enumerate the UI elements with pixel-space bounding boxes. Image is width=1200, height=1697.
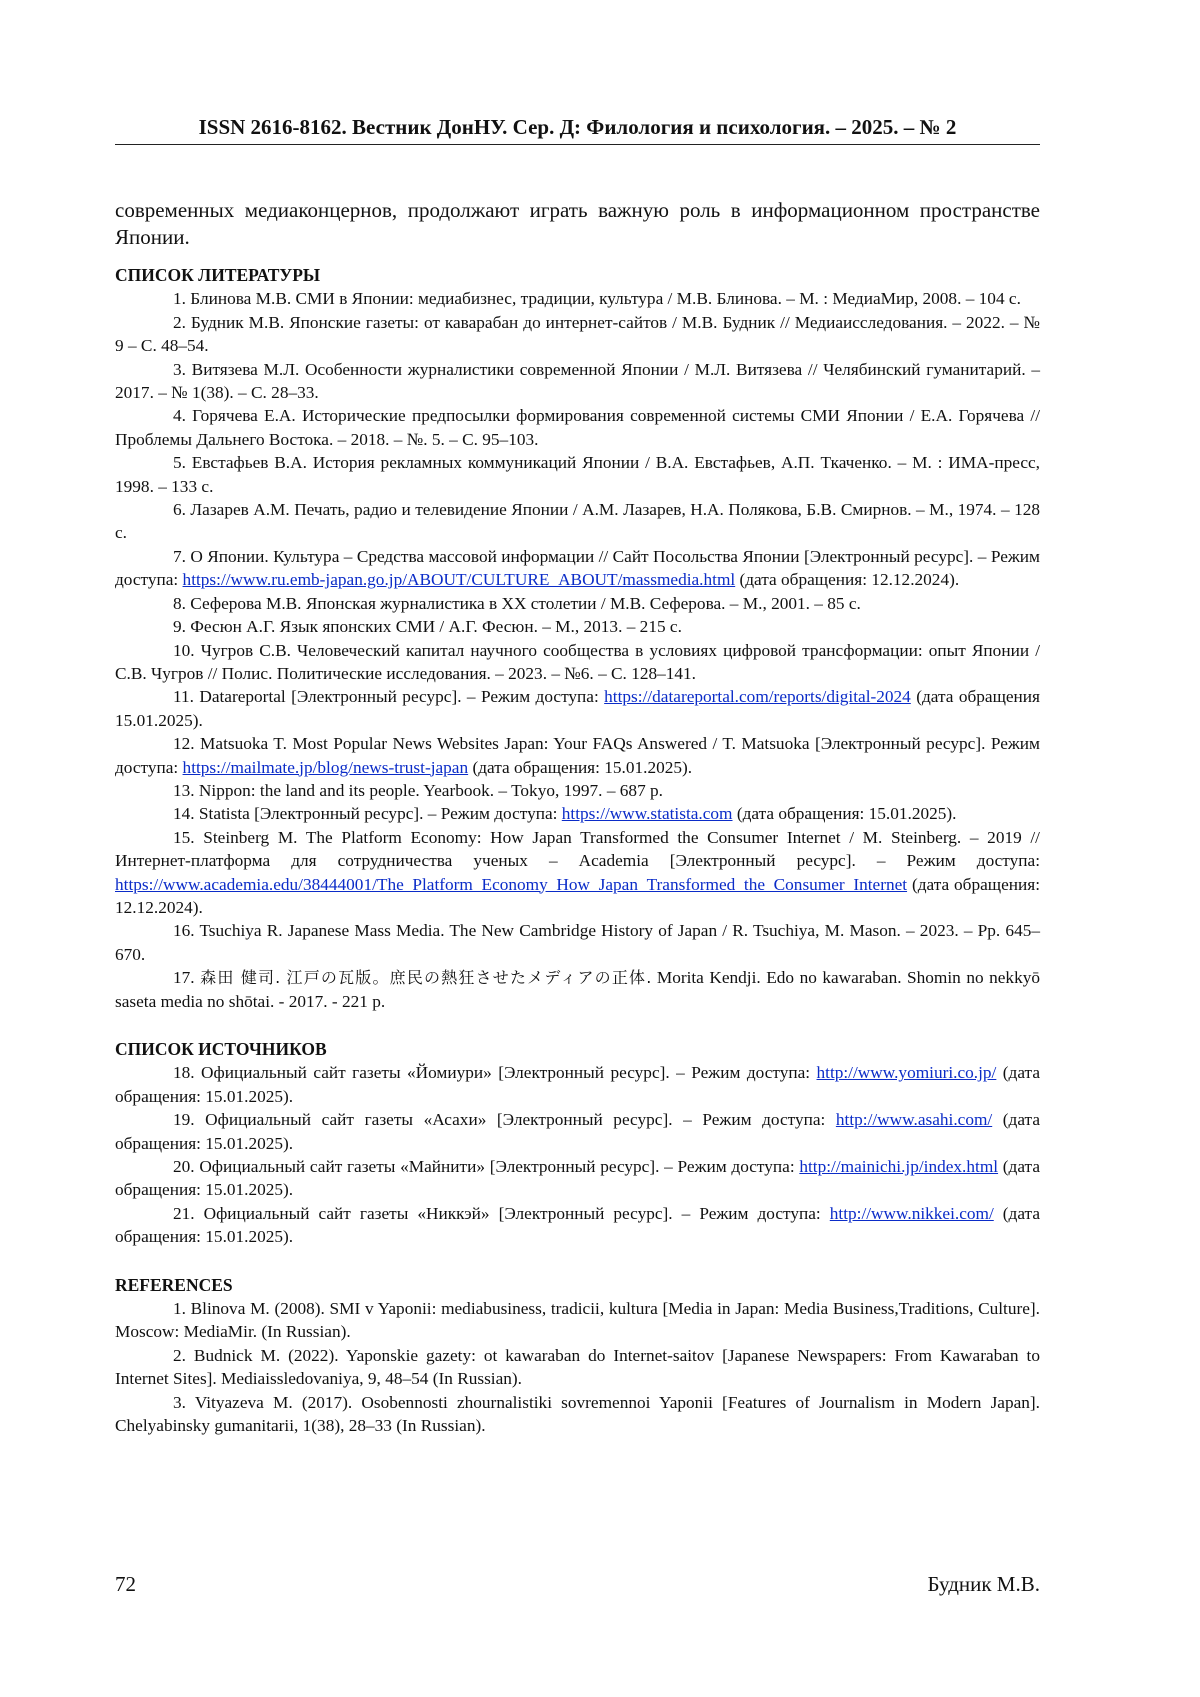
entry-text: (дата обращения: 15.01.2025). <box>115 1157 1040 1200</box>
entry-text: Morita Kendji. Edo no kawaraban. Shomin no nekkyō saseta media no shōtai. - 2017. - 221 p. <box>115 968 1040 1011</box>
entry-text: 15. Steinberg M. The Platform Economy: How Japan Transformed the Consumer Internet / M. Steinberg. – 2019 // Интернет-платформа для сотрудничества ученых – Academia [Электронный ресурс]. – Режим доступа: <box>115 827 1040 871</box>
literature-entry <box>115 685 1040 732</box>
literature-entry <box>115 732 1040 779</box>
entry-text: 14. Statista [Электронный ресурс]. – Режим доступа: <box>173 804 562 824</box>
entry-link[interactable]: https://www.academia.edu/38444001/The_Platform_Economy_How_Japan_Transformed_the_Consumer_Internet <box>115 874 908 894</box>
intro-paragraph: современных медиаконцернов, продолжают играть важную роль в информационном пространстве Японии. <box>115 198 1040 249</box>
literature-entry: 3. Витязева М.Л. Особенности журналистики современной Японии / М.Л. Витязева // Челябинский гуманитарий. – 2017. – № 1(38). – С. 28–33. <box>115 359 1040 403</box>
entry-text: (дата обращения: 12.12.2024). <box>735 570 960 590</box>
literature-entry <box>115 802 1040 825</box>
literature-list <box>115 287 1040 1013</box>
source-entry <box>115 1108 1040 1155</box>
entry-text: 19. Официальный сайт газеты «Асахи» [Электронный ресурс]. – Режим доступа: <box>173 1110 836 1130</box>
literature-entry: 5. Евстафьев В.А. История рекламных коммуникаций Японии / В.А. Евстафьев, А.П. Ткаченко. – М. : ИМА-пресс, 1998. – 133 с. <box>115 453 1040 496</box>
entry-text: (дата обращения: 15.01.2025). <box>115 1110 1040 1153</box>
bibliography <box>115 264 1040 1438</box>
entry-link[interactable]: http://www.yomiuri.co.jp/ <box>816 1063 997 1083</box>
references-list <box>115 1297 1040 1437</box>
reference-entry: 2. Budnick M. (2022). Yaponskie gazety: ot kawaraban do Internet-saitov [Japanese Newspapers: From Kawaraban to Internet Sites]. Mediaissledovaniya, 9, 48–54 (In Russian). <box>115 1345 1040 1389</box>
entry-link[interactable]: https://mailmate.jp/blog/news-trust-japan <box>182 757 469 777</box>
entry-link[interactable]: http://mainichi.jp/index.html <box>799 1157 999 1177</box>
entry-text: (дата обращения: 15.01.2025). <box>732 804 957 824</box>
entry-text: 18. Официальный сайт газеты «Йомиури» [Электронный ресурс]. – Режим доступа: <box>173 1063 817 1083</box>
source-entry <box>115 1155 1040 1202</box>
entry-link[interactable]: http://www.asahi.com/ <box>835 1110 993 1130</box>
literature-title: СПИСОК ЛИТЕРАТУРЫ <box>115 265 321 285</box>
entry-text: 7. О Японии. Культура – Средства массовой информации // Сайт Посольства Японии [Электронный ресурс]. – Режим доступа: <box>115 546 1040 590</box>
entry-text: (дата обращения: 12.12.2024). <box>115 874 1040 917</box>
literature-entry: 13. Nippon: the land and its people. Yearbook. – Tokyo, 1997. – 687 p. <box>173 780 663 800</box>
entry-link[interactable]: https://www.statista.com <box>561 804 733 824</box>
literature-entry: 4. Горячева Е.А. Исторические предпосылки формирования современной системы СМИ Японии / Е.А. Горячева // Проблемы Дальнего Востока. – 2018. – №. 5. – С. 95–103. <box>115 406 1040 449</box>
sources-title: СПИСОК ИСТОЧНИКОВ <box>115 1039 327 1059</box>
literature-entry: 1. Блинова М.В. СМИ в Японии: медиабизнес, традиции, культура / М.В. Блинова. – М. : МедиаМир, 2008. – 104 с. <box>173 289 1021 309</box>
literature-entry: 8. Сеферова М.В. Японская журналистика в ХХ столетии / М.В. Сеферова. – М., 2001. – 85 с. <box>173 593 861 613</box>
entry-link[interactable]: https://datareportal.com/reports/digital-2024 <box>604 687 911 707</box>
entry-text: (дата обращения: 15.01.2025). <box>115 1063 1040 1106</box>
literature-entry: 16. Tsuchiya R. Japanese Mass Media. The New Cambridge History of Japan / R. Tsuchiya, M. Mason. – 2023. – Pp. 645–670. <box>115 921 1040 964</box>
entry-japanese-title: 森田 健司. 江戸の瓦版。庶民の熱狂させたメディアの正体. <box>200 968 652 988</box>
sources-list <box>115 1061 1040 1248</box>
literature-entry: 9. Фесюн А.Г. Язык японских СМИ / А.Г. Фесюн. – М., 2013. – 215 с. <box>173 617 682 637</box>
footer-author: Будник М.В. <box>927 1572 1040 1596</box>
literature-entry <box>115 966 1040 1013</box>
entry-text: (дата обращения: 15.01.2025). <box>468 757 693 777</box>
entry-text: 11. Datareportal [Электронный ресурс]. – Режим доступа: <box>173 687 605 707</box>
literature-entry: 2. Будник М.В. Японские газеты: от каварабан до интернет-сайтов / М.В. Будник // Медиаисследования. – 2022. – № 9 – С. 48–54. <box>115 312 1040 356</box>
source-entry <box>115 1202 1040 1249</box>
literature-entry: 6. Лазарев А.М. Печать, радио и телевидение Японии / А.М. Лазарев, Н.А. Полякова, Б.В. Смирнов. – М., 1974. – 128 с. <box>115 500 1040 543</box>
literature-entry <box>115 826 1040 920</box>
entry-number: 17. <box>173 968 201 988</box>
running-header: ISSN 2616-8162. Вестник ДонНУ. Сер. Д: Филология и психология. – 2025. – № 2 <box>115 115 1040 145</box>
entry-text: (дата обращения 15.01.2025). <box>115 687 1040 730</box>
entry-link[interactable]: https://www.ru.emb-japan.go.jp/ABOUT/CULTURE_ABOUT/massmedia.html <box>182 570 736 590</box>
reference-entry: 3. Vityazeva M. (2017). Osobennosti zhournalistiki sovremennoi Yaponii [Features of Journalism in Modern Japan]. Chelyabinsky gumanitarii, 1(38), 28–33 (In Russian). <box>115 1392 1040 1436</box>
entry-text: 21. Официальный сайт газеты «Никкэй» [Электронный ресурс]. – Режим доступа: <box>173 1203 830 1223</box>
entry-text: 12. Matsuoka T. Most Popular News Websites Japan: Your FAQs Answered / T. Matsuoka [Электронный ресурс]. Режим доступа: <box>115 734 1040 777</box>
source-entry <box>115 1061 1040 1108</box>
reference-entry: 1. Blinova M. (2008). SMI v Yaponii: mediabusiness, tradicii, kultura [Media in Japan: Media Business,Traditions, Culture]. Moscow: MediaMir. (In Russian). <box>115 1299 1040 1342</box>
entry-text: (дата обращения: 15.01.2025). <box>115 1203 1040 1247</box>
literature-entry: 10. Чугров С.В. Человеческий капитал научного сообщества в условиях цифровой трансформации: опыт Японии / С.В. Чугров // Полис. Политические исследования. – 2023. – №6. – С. 128–141. <box>115 640 1040 683</box>
entry-text: 20. Официальный сайт газеты «Майнити» [Электронный ресурс]. – Режим доступа: <box>173 1157 800 1177</box>
entry-link[interactable]: http://www.nikkei.com/ <box>829 1203 994 1223</box>
literature-entry <box>115 545 1040 592</box>
references-title: REFERENCES <box>115 1274 233 1295</box>
page-number: 72 <box>115 1572 136 1596</box>
